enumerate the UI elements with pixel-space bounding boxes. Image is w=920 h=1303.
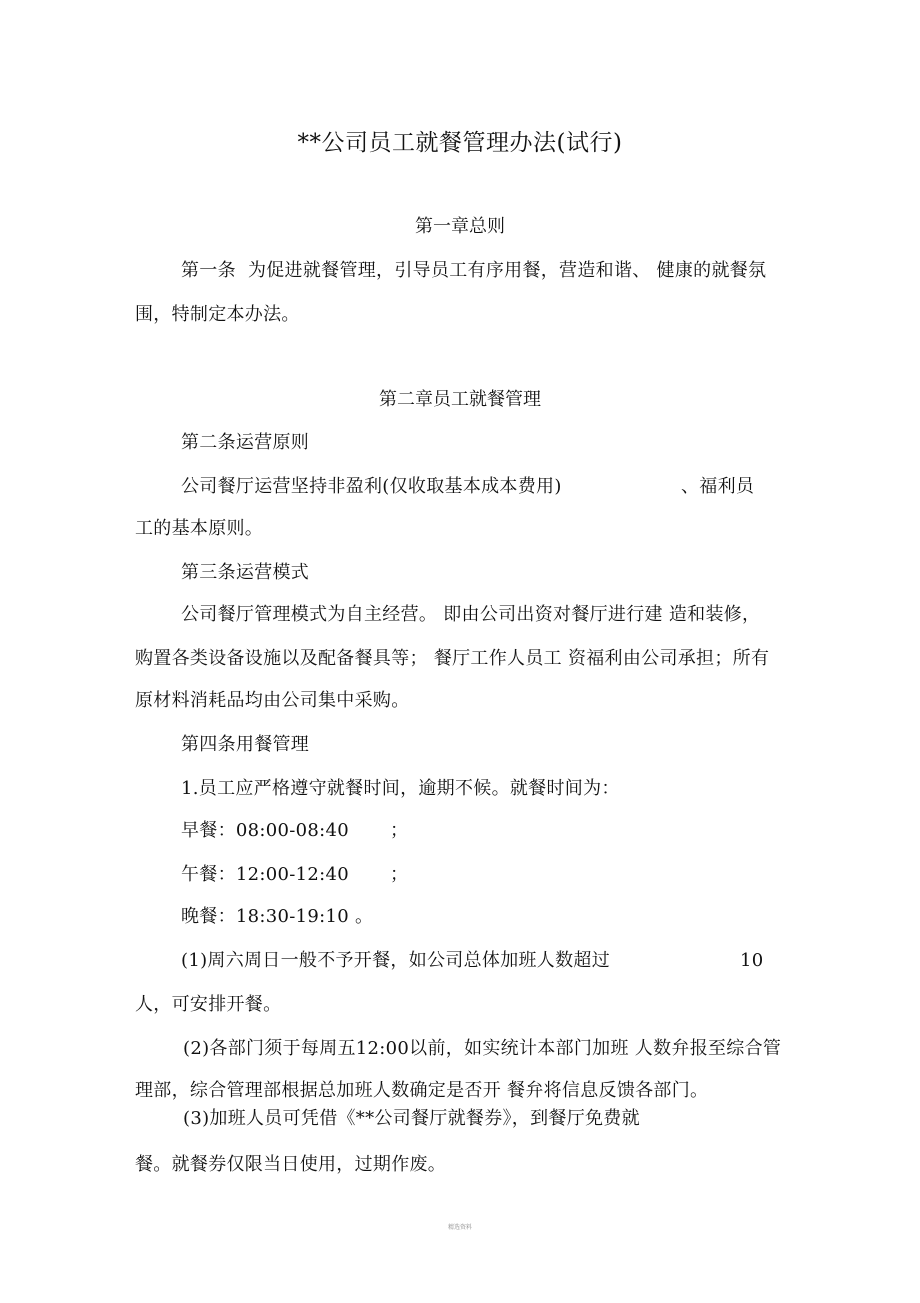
document-title: **公司员工就餐管理办法(试行): [297, 130, 623, 156]
article-4-item-1: 1.员工应严格遵守就餐时间，逾期不候。就餐时间为：: [181, 778, 620, 799]
sub-item-1-line-1a: (1)周六周日一般不予开餐，如公司总体加班人数超过: [181, 950, 610, 971]
article-1-line-2: 围，特制定本办法。: [135, 304, 300, 325]
sub-item-2-line-1: (2)各部门须于每周五12:00以前，如实统计本部门加班 人数弁报至综合管: [183, 1038, 782, 1059]
article-4-heading: 第四条用餐管理: [181, 734, 310, 755]
meal-time-dinner-end: 。: [355, 906, 374, 927]
sub-item-1-line-2: 人，可安排开餐。: [135, 994, 282, 1015]
chapter-1-heading: 第一章总则: [415, 216, 505, 237]
sub-item-1-line-1b: 10: [740, 950, 764, 971]
article-1-line-1: 第一条 为促进就餐管理，引导员工有序用餐，营造和谐、 健康的就餐氛: [181, 260, 767, 281]
meal-time-lunch: 午餐：12:00-12:40: [181, 864, 350, 885]
article-3-line-3: 原材料消耗品均由公司集中采购。: [135, 690, 410, 711]
meal-time-breakfast: 早餐：08:00-08:40: [181, 820, 350, 841]
article-3-heading: 第三条运营模式: [181, 562, 310, 583]
sub-item-3-line-2: 餐。就餐券仅限当日使用，过期作废。: [135, 1154, 447, 1175]
meal-time-dinner: 晚餐：18:30-19:10: [181, 906, 350, 927]
article-2-heading: 第二条运营原则: [181, 432, 310, 453]
article-2-line-1b: 、福利员: [681, 476, 755, 497]
sub-item-2-line-2: 理部，综合管理部根据总加班人数确定是否开 餐弁将信息反馈各部门。: [135, 1080, 709, 1101]
article-2-line-1a: 公司餐厅运营坚持非盈利(仅收取基本成本费用): [181, 476, 562, 497]
article-2-line-2: 工的基本原则。: [135, 518, 264, 539]
article-3-line-1: 公司餐厅管理模式为自主经营。 即由公司出资对餐厅进行建 造和装修，: [181, 604, 761, 625]
meal-time-breakfast-end: ；: [390, 820, 409, 841]
sub-item-3-line-1: (3)加班人员可凭借《**公司餐厅就餐券》，到餐厅免费就: [183, 1108, 640, 1129]
article-3-line-2: 购置各类设备设施以及配备餐具等； 餐厅工作人员工 资福利由公司承担；所有: [135, 648, 770, 669]
page-footer: 精选资料: [447, 1224, 472, 1231]
chapter-2-heading: 第二章员工就餐管理: [379, 389, 541, 410]
meal-time-lunch-end: ；: [390, 864, 409, 885]
